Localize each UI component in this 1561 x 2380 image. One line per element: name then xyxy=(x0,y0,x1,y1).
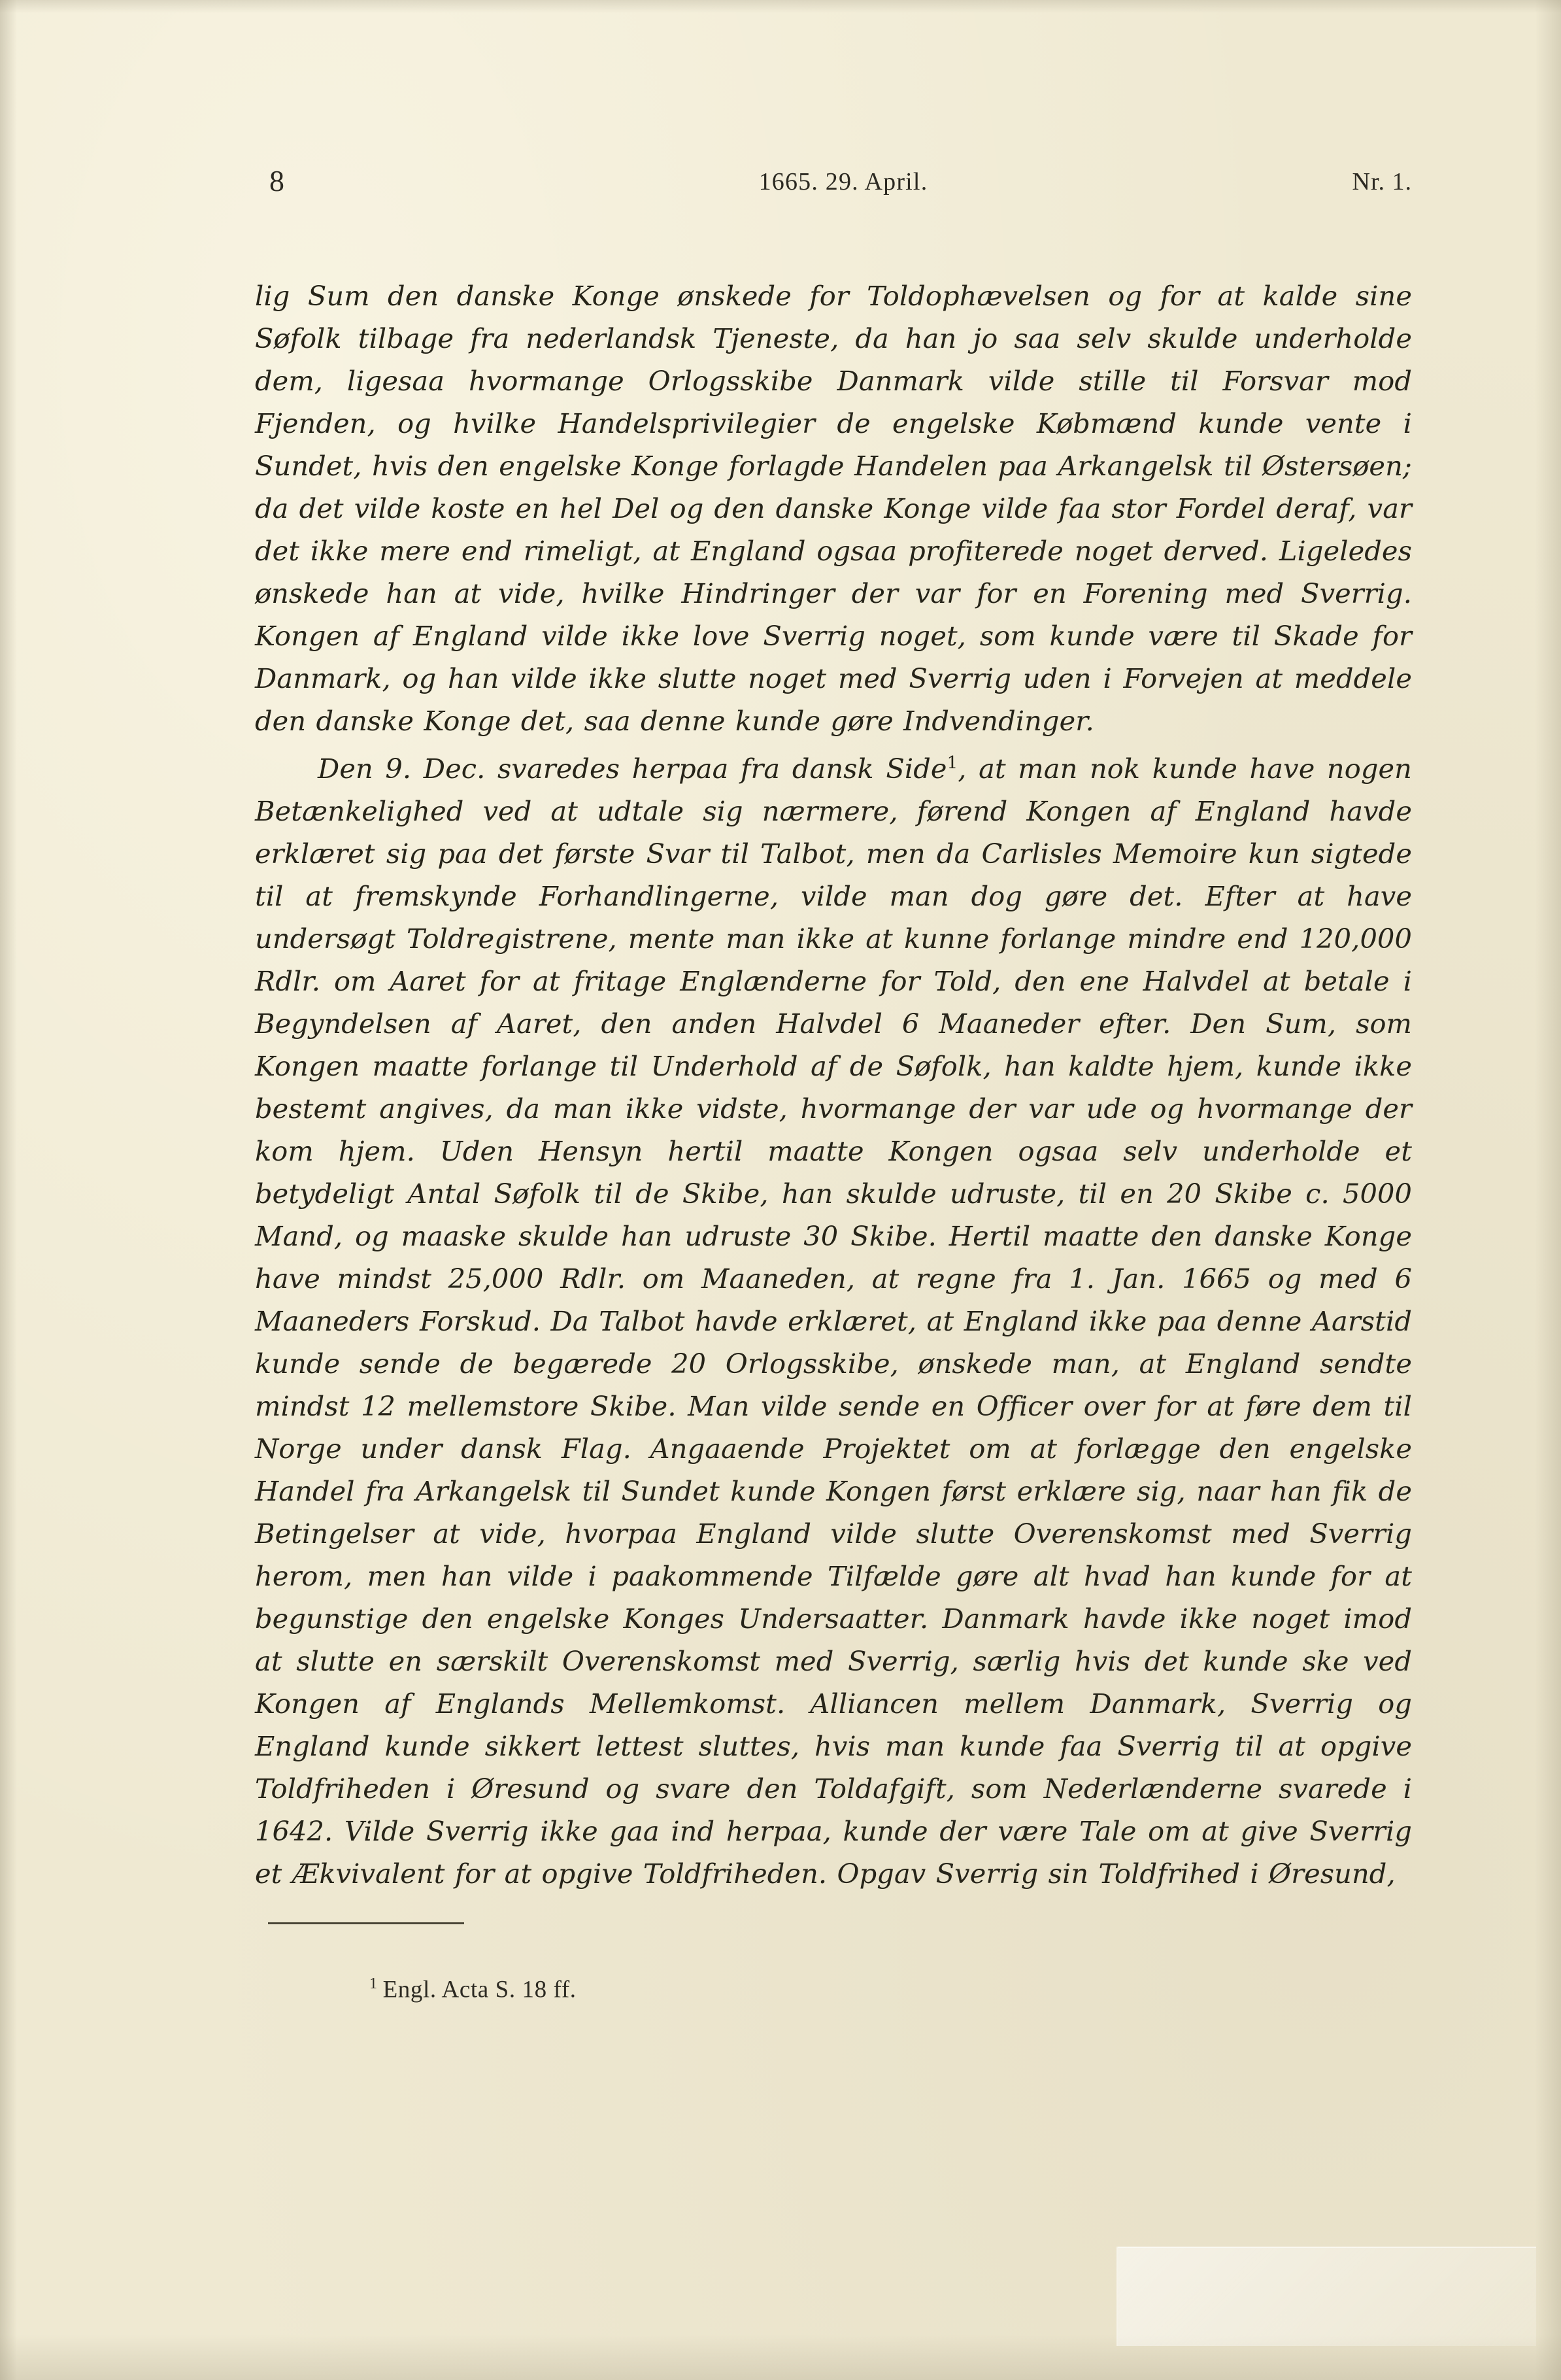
footnote-number: 1 xyxy=(369,1975,378,1992)
footnote-separator-rule xyxy=(268,1922,464,1924)
footnote-text: Engl. Acta S. 18 ff. xyxy=(382,1976,577,2003)
paragraph-2-part-2: , at man nok kunde have nogen Betænkelighed ved at udtale sig nærmere, førend Kongen af England havde erklæret sig paa det første Svar til Talbot, men da Carlisles Memoire kun sigtede til at fremskynde Forhandlingerne, vilde man dog gøre det. Efter at have undersøgt Toldregistrene, mente man ikke at kunne forlange mindre end 120,000 Rdlr. om Aaret for at fritage Englænderne for Told, den ene Halvdel at betale i Begyndelsen af Aaret, den anden Halvdel 6 Maaneder efter. Den Sum, som Kongen maatte forlange til Underhold af de Søfolk, han kaldte hjem, kunde ikke bestemt angives, da man ikke vidste, hvormange der var ude og hvormange der kom hjem. Uden Hensyn hertil maatte Kongen ogsaa selv underholde et betydeligt Antal Søfolk til de Skibe, han skulde udruste, til en 20 Skibe c. 5000 Mand, og maaske skulde han udruste 30 Skibe. Hertil maatte den danske Konge have mindst 25,000 Rdlr. om Maaneden, at regne fra 1. Jan. 1665 og med 6 Maaneders Forskud. Da Talbot havde erklæret, at England ikke paa denne Aarstid kunde sende de begærede 20 Orlogsskibe, ønskede man, at England sendte mindst 12 mellemstore Skibe. Man vilde sende en Officer over for at føre dem til Norge under dansk Flag. Angaaende Projektet om at forlægge den engelske Handel fra Arkangelsk til Sundet kunde Kongen først erklære sig, naar han fik de Betingelser at vide, hvorpaa England vilde slutte Overenskomst med Sverrig herom, men han vilde i paakommende Tilfælde gøre alt hvad han kunde for at begunstige den engelske Konges Undersaatter. Danmark havde ikke noget imod at slutte en særskilt Overenskomst med Sverrig, særlig hvis det kunde ske ved Kongen af Englands Mellemkomst. Alliancen mellem Danmark, Sverrig og England kunde sikkert lettest sluttes, hvis man kunde faa Sverrig til at opgive Toldfriheden i Øresund og svare den Toldafgift, som Nederlænderne svarede i 1642. Vilde Sverrig ikke gaa ind herpaa, kunde der være Tale om at give Sverrig et Ækvivalent for at opgive Toldfriheden. Opgav Sverrig sin Toldfrihed i Øresund, xyxy=(255,752,1412,1890)
paragraph-2-part-1: Den 9. Dec. svaredes herpaa fra dansk Side xyxy=(318,752,947,785)
paragraph-2 xyxy=(255,742,1412,1895)
page-edge-shadow-bottom xyxy=(0,2334,1561,2380)
paragraph-1: lig Sum den danske Konge ønskede for Toldophævelsen og for at kalde sine Søfolk tilbage fra nederlandsk Tjeneste, da han jo saa selv skulde underholde dem, ligesaa hvormange Orlogsskibe Danmark vilde stille til Forsvar mod Fjenden, og hvilke Handelsprivilegier de engelske Købmænd kunde vente i Sundet, hvis den engelske Konge forlagde Handelen paa Arkangelsk til Østersøen; da det vilde koste en hel Del og den danske Konge vilde faa stor Fordel deraf, var det ikke mere end rimeligt, at England ogsaa profiterede noget derved. Ligeledes ønskede han at vide, hvilke Hindringer der var for en Forening med Sverrig. Kongen af England vilde ikke love Sverrig noget, som kunde være til Skade for Danmark, og han vilde ikke slutte noget med Sverrig uden i Forvejen at meddele den danske Konge det, saa denne kunde gøre Indvendinger. xyxy=(255,280,1412,737)
body-text xyxy=(255,275,1412,1895)
footnote-zone xyxy=(255,1922,1412,2003)
running-head xyxy=(255,163,1412,203)
page-edge-shadow-right xyxy=(1535,0,1561,2380)
page-number: 8 xyxy=(269,164,285,197)
page-content xyxy=(255,163,1412,1895)
page-edge-shadow-top xyxy=(0,0,1561,13)
footnote-reference-marker: 1 xyxy=(947,753,958,773)
running-head-document-number: Nr. 1. xyxy=(1352,168,1412,196)
footnote-entry xyxy=(369,1975,1412,2003)
scan-corner-artifact xyxy=(1116,2247,1536,2346)
page-edge-shadow-left xyxy=(0,0,17,2380)
running-head-date: 1665. 29. April. xyxy=(758,168,928,196)
